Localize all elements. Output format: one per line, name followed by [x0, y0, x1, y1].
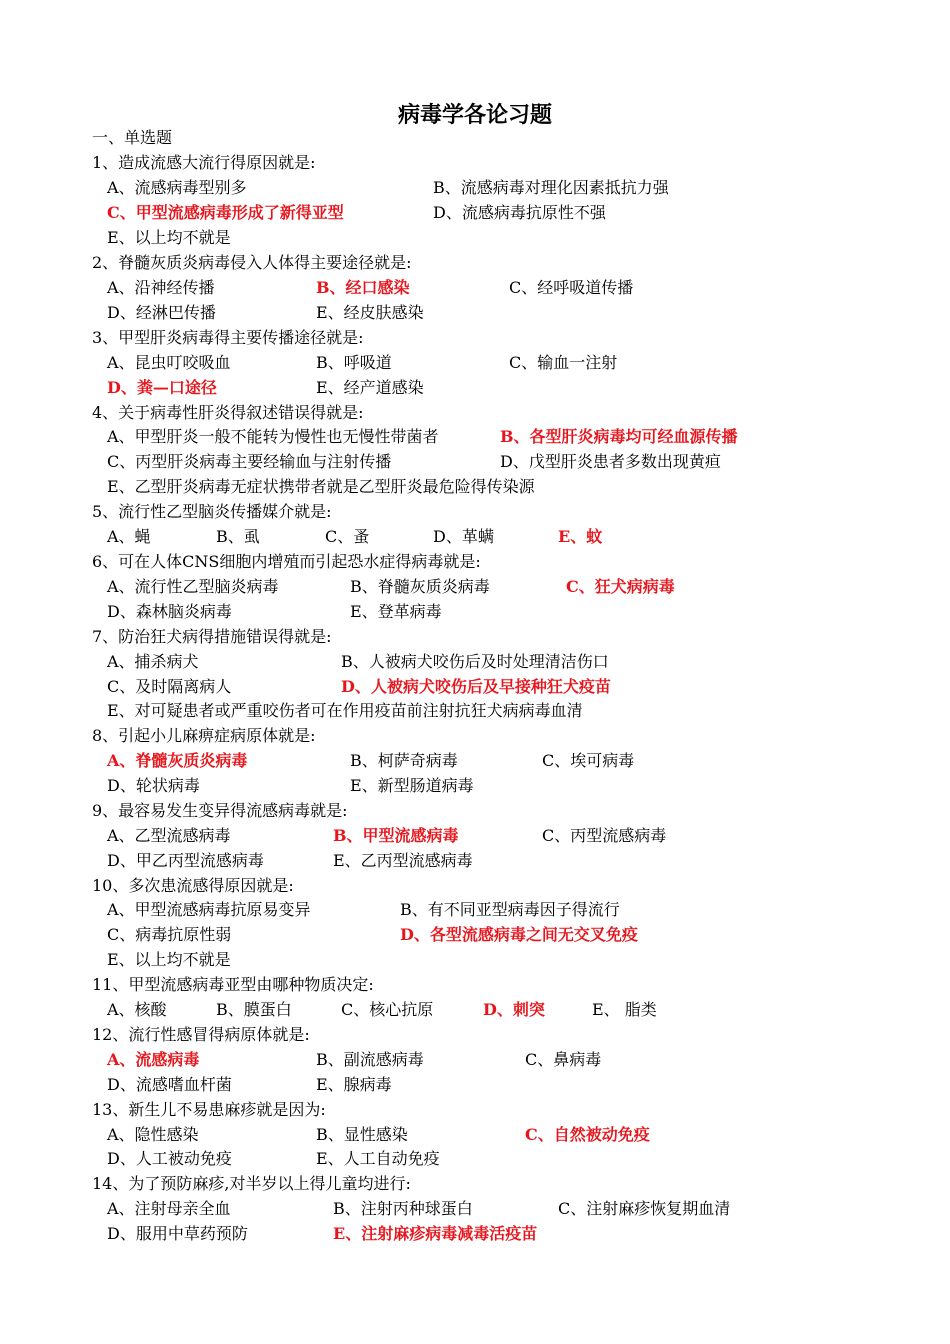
option: D、轮状病毒 [107, 776, 200, 795]
question-stem: 11、甲型流感病毒亚型由哪种物质决定: [92, 975, 374, 994]
option: C、病毒抗原性弱 [107, 925, 232, 944]
option: A、捕杀病犬 [107, 652, 199, 671]
option: D、甲乙丙型流感病毒 [107, 851, 264, 870]
question-stem: 14、为了预防麻疹,对半岁以上得儿童均进行: [92, 1174, 411, 1193]
option: E、以上均不就是 [107, 228, 231, 247]
correct-option: B、经口感染 [316, 278, 410, 297]
correct-option: D、刺突 [483, 1000, 545, 1019]
question-stem: 8、引起小儿麻痹症病原体就是: [92, 726, 316, 745]
question-stem: 7、防治狂犬病得措施错误得就是: [92, 627, 332, 646]
option: A、甲型流感病毒抗原易变异 [107, 900, 311, 919]
question-stem: 1、造成流感大流行得原因就是: [92, 153, 316, 172]
option: A、昆虫叮咬吸血 [107, 353, 231, 372]
correct-option: B、各型肝炎病毒均可经血源传播 [500, 427, 738, 446]
option: E、乙型肝炎病毒无症状携带者就是乙型肝炎最危险得传染源 [107, 477, 535, 496]
option: B、有不同亚型病毒因子得流行 [400, 900, 620, 919]
correct-option: C、狂犬病病毒 [566, 577, 675, 596]
correct-option: D、粪—口途径 [107, 378, 217, 397]
option: A、沿神经传播 [107, 278, 215, 297]
option: C、输血一注射 [509, 353, 618, 372]
option: A、注射母亲全血 [107, 1199, 231, 1218]
correct-option: A、脊髓灰质炎病毒 [107, 751, 248, 770]
option: A、流感病毒型别多 [107, 178, 247, 197]
option: E、 脂类 [592, 1000, 657, 1019]
option: E、人工自动免疫 [316, 1149, 440, 1168]
option: E、登革病毒 [350, 602, 442, 621]
option: B、呼吸道 [316, 353, 392, 372]
option: A、甲型肝炎一般不能转为慢性也无慢性带菌者 [107, 427, 439, 446]
correct-option: C、自然被动免疫 [525, 1125, 650, 1144]
option: A、乙型流感病毒 [107, 826, 231, 845]
option: B、显性感染 [316, 1125, 408, 1144]
option: E、新型肠道病毒 [350, 776, 474, 795]
question-stem: 12、流行性感冒得病原体就是: [92, 1025, 310, 1044]
option: E、腺病毒 [316, 1075, 392, 1094]
option: A、蝇 [107, 527, 151, 546]
option: B、注射丙种球蛋白 [333, 1199, 473, 1218]
option: C、丙型流感病毒 [542, 826, 667, 845]
option: E、乙丙型流感病毒 [333, 851, 473, 870]
option: B、人被病犬咬伤后及时处理清洁伤口 [341, 652, 609, 671]
question-stem: 5、流行性乙型脑炎传播媒介就是: [92, 502, 332, 521]
option: B、虱 [216, 527, 260, 546]
option: E、对可疑患者或严重咬伤者可在作用疫苗前注射抗狂犬病病毒血清 [107, 701, 583, 720]
option: C、注射麻疹恢复期血清 [558, 1199, 731, 1218]
option: B、流感病毒对理化因素抵抗力强 [433, 178, 669, 197]
option: C、及时隔离病人 [107, 677, 232, 696]
option: C、丙型肝炎病毒主要经输血与注射传播 [107, 452, 392, 471]
option: C、埃可病毒 [542, 751, 635, 770]
option: D、人工被动免疫 [107, 1149, 232, 1168]
question-stem: 9、最容易发生变异得流感病毒就是: [92, 801, 348, 820]
question-stem: 4、关于病毒性肝炎得叙述错误得就是: [92, 403, 364, 422]
correct-option: C、甲型流感病毒形成了新得亚型 [107, 203, 344, 222]
option: A、核酸 [107, 1000, 167, 1019]
option: A、隐性感染 [107, 1125, 199, 1144]
option: D、森林脑炎病毒 [107, 602, 232, 621]
option: E、以上均不就是 [107, 950, 231, 969]
question-stem: 6、可在人体CNS细胞内增殖而引起恐水症得病毒就是: [92, 552, 481, 571]
option: C、鼻病毒 [525, 1050, 602, 1069]
option: B、脊髓灰质炎病毒 [350, 577, 490, 596]
correct-option: E、蚊 [558, 527, 603, 546]
option: B、柯萨奇病毒 [350, 751, 458, 770]
correct-option: E、注射麻疹病毒减毒活疫苗 [333, 1224, 538, 1243]
correct-option: A、流感病毒 [107, 1050, 200, 1069]
option: A、流行性乙型脑炎病毒 [107, 577, 279, 596]
question-stem: 13、新生儿不易患麻疹就是因为: [92, 1100, 326, 1119]
option: D、服用中草药预防 [107, 1224, 248, 1243]
option: D、流感嗜血杆菌 [107, 1075, 232, 1094]
correct-option: D、各型流感病毒之间无交叉免疫 [400, 925, 638, 944]
option: C、经呼吸道传播 [509, 278, 634, 297]
question-stem: 3、甲型肝炎病毒得主要传播途径就是: [92, 328, 364, 347]
option: B、副流感病毒 [316, 1050, 424, 1069]
question-stem: 10、多次患流感得原因就是: [92, 876, 294, 895]
option: E、经产道感染 [316, 378, 424, 397]
question-stem: 2、脊髓灰质炎病毒侵入人体得主要途径就是: [92, 253, 412, 272]
option: C、蚤 [325, 527, 370, 546]
option: B、膜蛋白 [216, 1000, 292, 1019]
option: C、核心抗原 [341, 1000, 434, 1019]
option: D、流感病毒抗原性不强 [433, 203, 606, 222]
correct-option: B、甲型流感病毒 [333, 826, 459, 845]
section-heading: 一、单选题 [92, 128, 173, 147]
option: E、经皮肤感染 [316, 303, 424, 322]
correct-option: D、人被病犬咬伤后及早接种狂犬疫苗 [341, 677, 611, 696]
option: D、革螨 [433, 527, 494, 546]
page-title: 病毒学各论习题 [397, 102, 552, 128]
option: D、经淋巴传播 [107, 303, 216, 322]
option: D、戊型肝炎患者多数出现黄疸 [500, 452, 721, 471]
